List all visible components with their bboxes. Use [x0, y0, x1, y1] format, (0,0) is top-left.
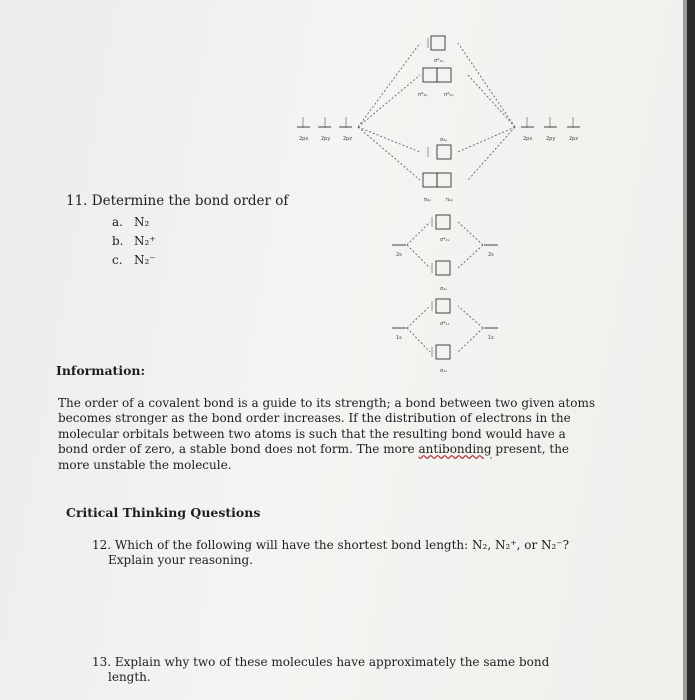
- label-sigma-1s: σ₁ₛ: [440, 368, 448, 374]
- label-right-2pz: 2pz: [569, 136, 578, 142]
- label-pi-2p: π₂ₚ: [424, 197, 432, 203]
- connector-line: [468, 127, 515, 180]
- label-pi-star-2p: π*₂ₚ: [418, 92, 428, 98]
- question-13-line1: 13. Explain why two of these molecules have approximately the same bond: [92, 655, 550, 669]
- label-right-2py: 2py: [546, 136, 556, 142]
- connector-line: [458, 245, 483, 268]
- mo-box-pi-2p: [437, 173, 451, 187]
- mo-box-sigma-star-1s: [436, 299, 450, 313]
- q11-option-c: [112, 253, 156, 267]
- label-sigma-2p: σ₂ₚ: [440, 137, 448, 143]
- label-right-2px: 2px: [523, 136, 533, 142]
- connector-line: [458, 127, 515, 152]
- label-pi-star-2p: π*₂ₚ: [444, 92, 454, 98]
- label-sigma-star-2s: σ*₂ₛ: [440, 237, 450, 243]
- question-13-line2: length.: [108, 670, 151, 684]
- connector-line: [358, 127, 420, 152]
- label-left-1s: 1s: [396, 335, 402, 341]
- q11-option-a: [112, 215, 149, 229]
- question-12: [92, 538, 612, 568]
- connector-line: [358, 43, 420, 127]
- connector-line: [358, 127, 420, 180]
- connector-line: [458, 306, 483, 328]
- label-left-2s: 2s: [396, 252, 402, 258]
- mo-box-pi-star-2p: [423, 68, 437, 82]
- connector-line: [407, 245, 430, 268]
- q11-option-b: [112, 234, 156, 248]
- label-right-1s: 1s: [488, 335, 494, 341]
- label-sigma-star-1s: σ*₁ₛ: [440, 321, 450, 327]
- connector-line: [358, 75, 420, 127]
- option-species: N₂: [134, 215, 150, 229]
- label-sigma-star-2p: σ*₂ₚ: [434, 58, 444, 64]
- connector-line: [458, 222, 483, 245]
- question-12-line1: 12. Which of the following will have the shortest bond length: N₂, N₂⁺, or N₂⁻?: [92, 538, 570, 552]
- mo-box-pi-2p: [423, 173, 437, 187]
- info-underlined-word: antibonding: [418, 442, 492, 457]
- mo-box-sigma-star-2p: [431, 36, 445, 50]
- label-pi-2p: π₂ₚ: [446, 197, 454, 203]
- option-species: N₂⁺: [134, 234, 156, 248]
- label-left-2pz: 2pz: [343, 136, 352, 142]
- info-text-part2: present, the more unstable the molecule.: [58, 442, 570, 472]
- mo-box-pi-star-2p: [437, 68, 451, 82]
- option-species: N₂⁻: [134, 253, 156, 267]
- question-13: [92, 655, 612, 685]
- connector-line: [407, 328, 430, 352]
- connector-line: [468, 75, 515, 127]
- mo-box-sigma-2s: [436, 261, 450, 275]
- information-paragraph: [58, 396, 598, 473]
- option-letter: c.: [112, 253, 123, 267]
- info-text-part1: The order of a covalent bond is a guide to its strength; a bond between two given atoms becomes stronger as the bond order increases. If the distribution of electrons in the molecular orbitals between two atoms is such that the resulting bond would have a bond order of zero, a stable bond does not form. The more: [58, 396, 595, 457]
- question-12-line2: Explain your reasoning.: [108, 553, 254, 567]
- label-left-2py: 2py: [321, 136, 331, 142]
- connector-line: [407, 222, 430, 245]
- connector-line: [458, 328, 483, 352]
- connector-line: [458, 43, 515, 127]
- question-11-title: 11. Determine the bond order of: [66, 193, 289, 209]
- mo-box-sigma-star-2s: [436, 215, 450, 229]
- label-sigma-2s: σ₂ₛ: [440, 286, 448, 292]
- mo-box-sigma-2p: [437, 145, 451, 159]
- label-left-2px: 2px: [299, 136, 309, 142]
- label-right-2s: 2s: [488, 252, 494, 258]
- connector-line: [407, 306, 430, 328]
- option-letter: b.: [112, 234, 124, 248]
- critical-thinking-heading: Critical Thinking Questions: [66, 505, 261, 520]
- option-letter: a.: [112, 215, 123, 229]
- mo-box-sigma-1s: [436, 345, 450, 359]
- information-heading: Information:: [56, 363, 146, 378]
